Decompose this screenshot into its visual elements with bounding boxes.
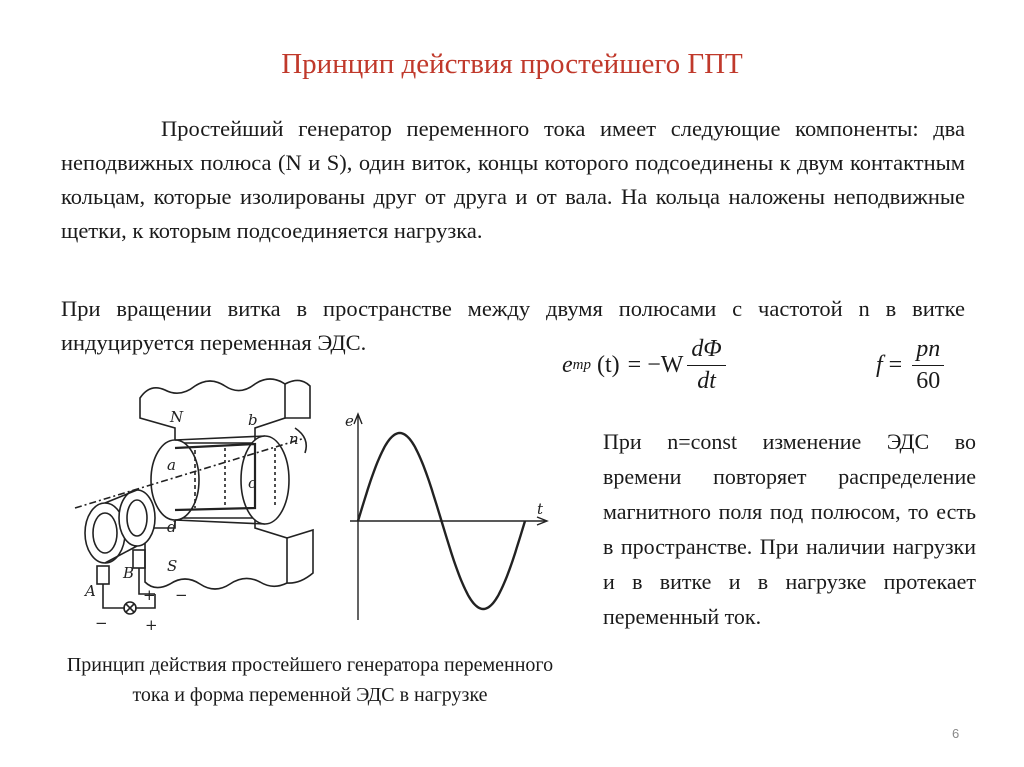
emf-arg: (t) [597, 352, 620, 378]
freq-fraction [912, 336, 944, 395]
label-north: N [170, 408, 184, 426]
generator-diagram [55, 358, 555, 648]
generator-drawing [75, 379, 313, 614]
freq-lhs: f [876, 352, 883, 378]
freq-numerator: pn [912, 336, 944, 366]
label-c: c [248, 474, 257, 492]
emf-lhs: e [562, 352, 573, 378]
page-number: 6 [952, 726, 960, 741]
label-a: a [167, 456, 176, 474]
freq-denominator: 60 [916, 368, 941, 394]
label-brush-a: A [85, 582, 96, 600]
emf-denominator: dt [697, 368, 716, 394]
label-d: d [167, 518, 177, 536]
figure-caption: Принцип действия простейшего генератора переменного тока и форма переменной ЭДС в нагрузке [66, 654, 554, 706]
axis-e-label: e [345, 412, 354, 430]
slide-title: Принцип действия простейшего ГПТ [281, 48, 743, 80]
label-minus-2: − [175, 586, 188, 604]
label-n: n [289, 430, 299, 448]
label-plus-2: + [145, 616, 158, 634]
label-brush-b: B [123, 564, 135, 582]
emf-numerator: dΦ [687, 336, 725, 366]
axis-t-label: t [537, 500, 544, 518]
frequency-formula [876, 336, 948, 395]
explanation-text: При n=const изменение ЭДС во времени повторяет распределение магнитного поля под полюсом, то есть в пространстве. При наличии нагрузки и в витке и в нагрузке протекает переменный ток. [603, 429, 976, 629]
emf-formula [562, 336, 730, 395]
label-south: S [167, 557, 178, 575]
emf-lhs-sub: тр [572, 357, 591, 373]
freq-eq: = [888, 352, 903, 378]
emf-mid: = −W [627, 352, 684, 378]
label-plus-1: + [143, 586, 156, 604]
emf-waveform-plot [350, 414, 547, 620]
label-minus-1: − [95, 614, 108, 632]
rotation-paragraph: При вращении витка в пространстве между двумя полюсами с частотой n в витке индуцируется переменная ЭДС. [61, 296, 965, 355]
label-b: b [248, 411, 258, 429]
intro-paragraph: Простейший генератор переменного тока имеет следующие компоненты: два неподвижных полюса (N и S), один виток, концы которого подсоединены к двум контактным кольцам, которые изолированы друг от друга и от вала. На кольца наложены неподвижные щетки, к которым подсоединяется нагрузка. [61, 116, 965, 243]
emf-fraction [687, 336, 725, 395]
